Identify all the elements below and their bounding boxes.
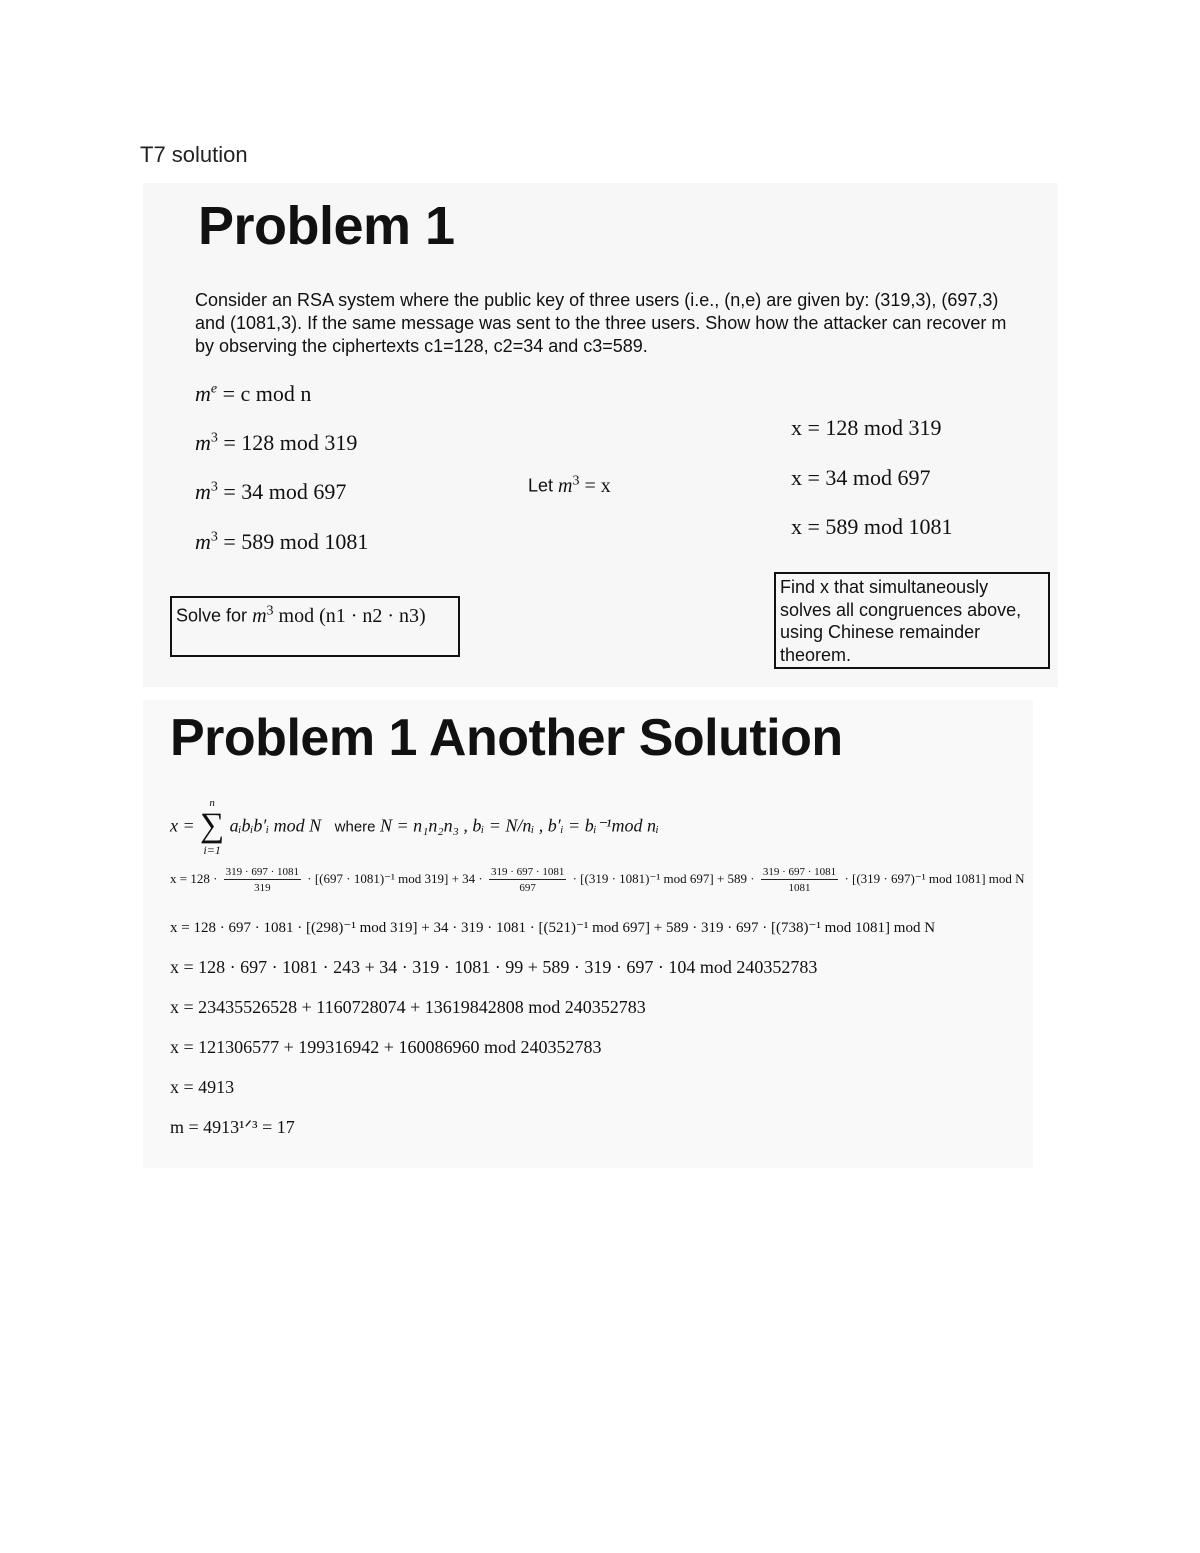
x-congruence-3: x = 589 mod 1081 [791,514,953,539]
x-result: x = 4913 [170,1077,235,1097]
substitution-statement: Let $m^3 = x$ [528,473,611,497]
crt-formula: x = n ∑ i=1 aᵢbᵢb′ᵢ mod N where N = n₁n₂n₃ , bᵢ = N/nᵢ , b′ᵢ = bᵢ⁻¹mod nᵢ [170,797,659,857]
another-solution-heading: Problem 1 Another Solution [170,709,843,767]
summation-symbol: n ∑ i=1 [200,797,225,857]
congruence-1: $m^3 = 128$ mod 319 [195,430,358,455]
problem-statement: Consider an RSA system where the public key of three users (i.e., (n,e) are given by: (319,3), (697,3) and (1081,3). If the same message was sent to the three users. Show how the attacker can recover m by observing the ciphertexts c1=128, c2=34 and c3=589. [195,290,1007,356]
congruence-3: $m^3 = 589$ mod 1081 [195,529,369,554]
substituted-inverses: x = 128 · 697 · 1081 · 243 + 34 · 319 · 1081 · 99 + 589 · 319 · 697 · 104 mod 240352783 [170,957,818,977]
solve-box: Solve for $m^3$ mod (n1 · n2 · n3) [170,596,460,657]
crt-note-box: Find x that simultaneously solves all congruences above, using Chinese remainder theorem. [774,572,1050,669]
problem1-slide [143,183,1058,687]
congruence-2: $m^3 = 34$ mod 697 [195,479,347,504]
document-title: T7 solution [140,142,248,167]
problem1-heading: Problem 1 [198,196,455,256]
expanded-crt-sum: x = 128 · $\frac{319 \cdot 697 \cdot 1081}{319}$ · [(697 · 1081)⁻¹ mod 319] + 34 · $\frac{319 \cdot 697 \cdot 1081}{697}$ · [(319 · 1081)⁻¹ mod 697] + 589 · $\frac{319 \cdot 697 \cdot 1081}{1081}$ · [(319 · 697)⁻¹ mod 1081] mod N [170,866,1025,894]
products-step: x = 23435526528 + 1160728074 + 13619842808 mod 240352783 [170,997,646,1017]
general-rsa-equation: $m^e = c$ mod n [195,381,312,406]
x-congruence-1: x = 128 mod 319 [791,415,942,440]
x-congruence-2: x = 34 mod 697 [791,465,931,490]
m-result: m = 4913¹ᐟ³ = 17 [170,1117,295,1137]
inverse-step: x = 128 · 697 · 1081 · [(298)⁻¹ mod 319] + 34 · 319 · 1081 · [(521)⁻¹ mod 697] + 589 · 319 · 697 · [(738)⁻¹ mod 1081] mod N [170,920,936,936]
reduced-step: x = 121306577 + 199316942 + 160086960 mod 240352783 [170,1037,602,1057]
another-solution-slide [143,700,1033,1168]
